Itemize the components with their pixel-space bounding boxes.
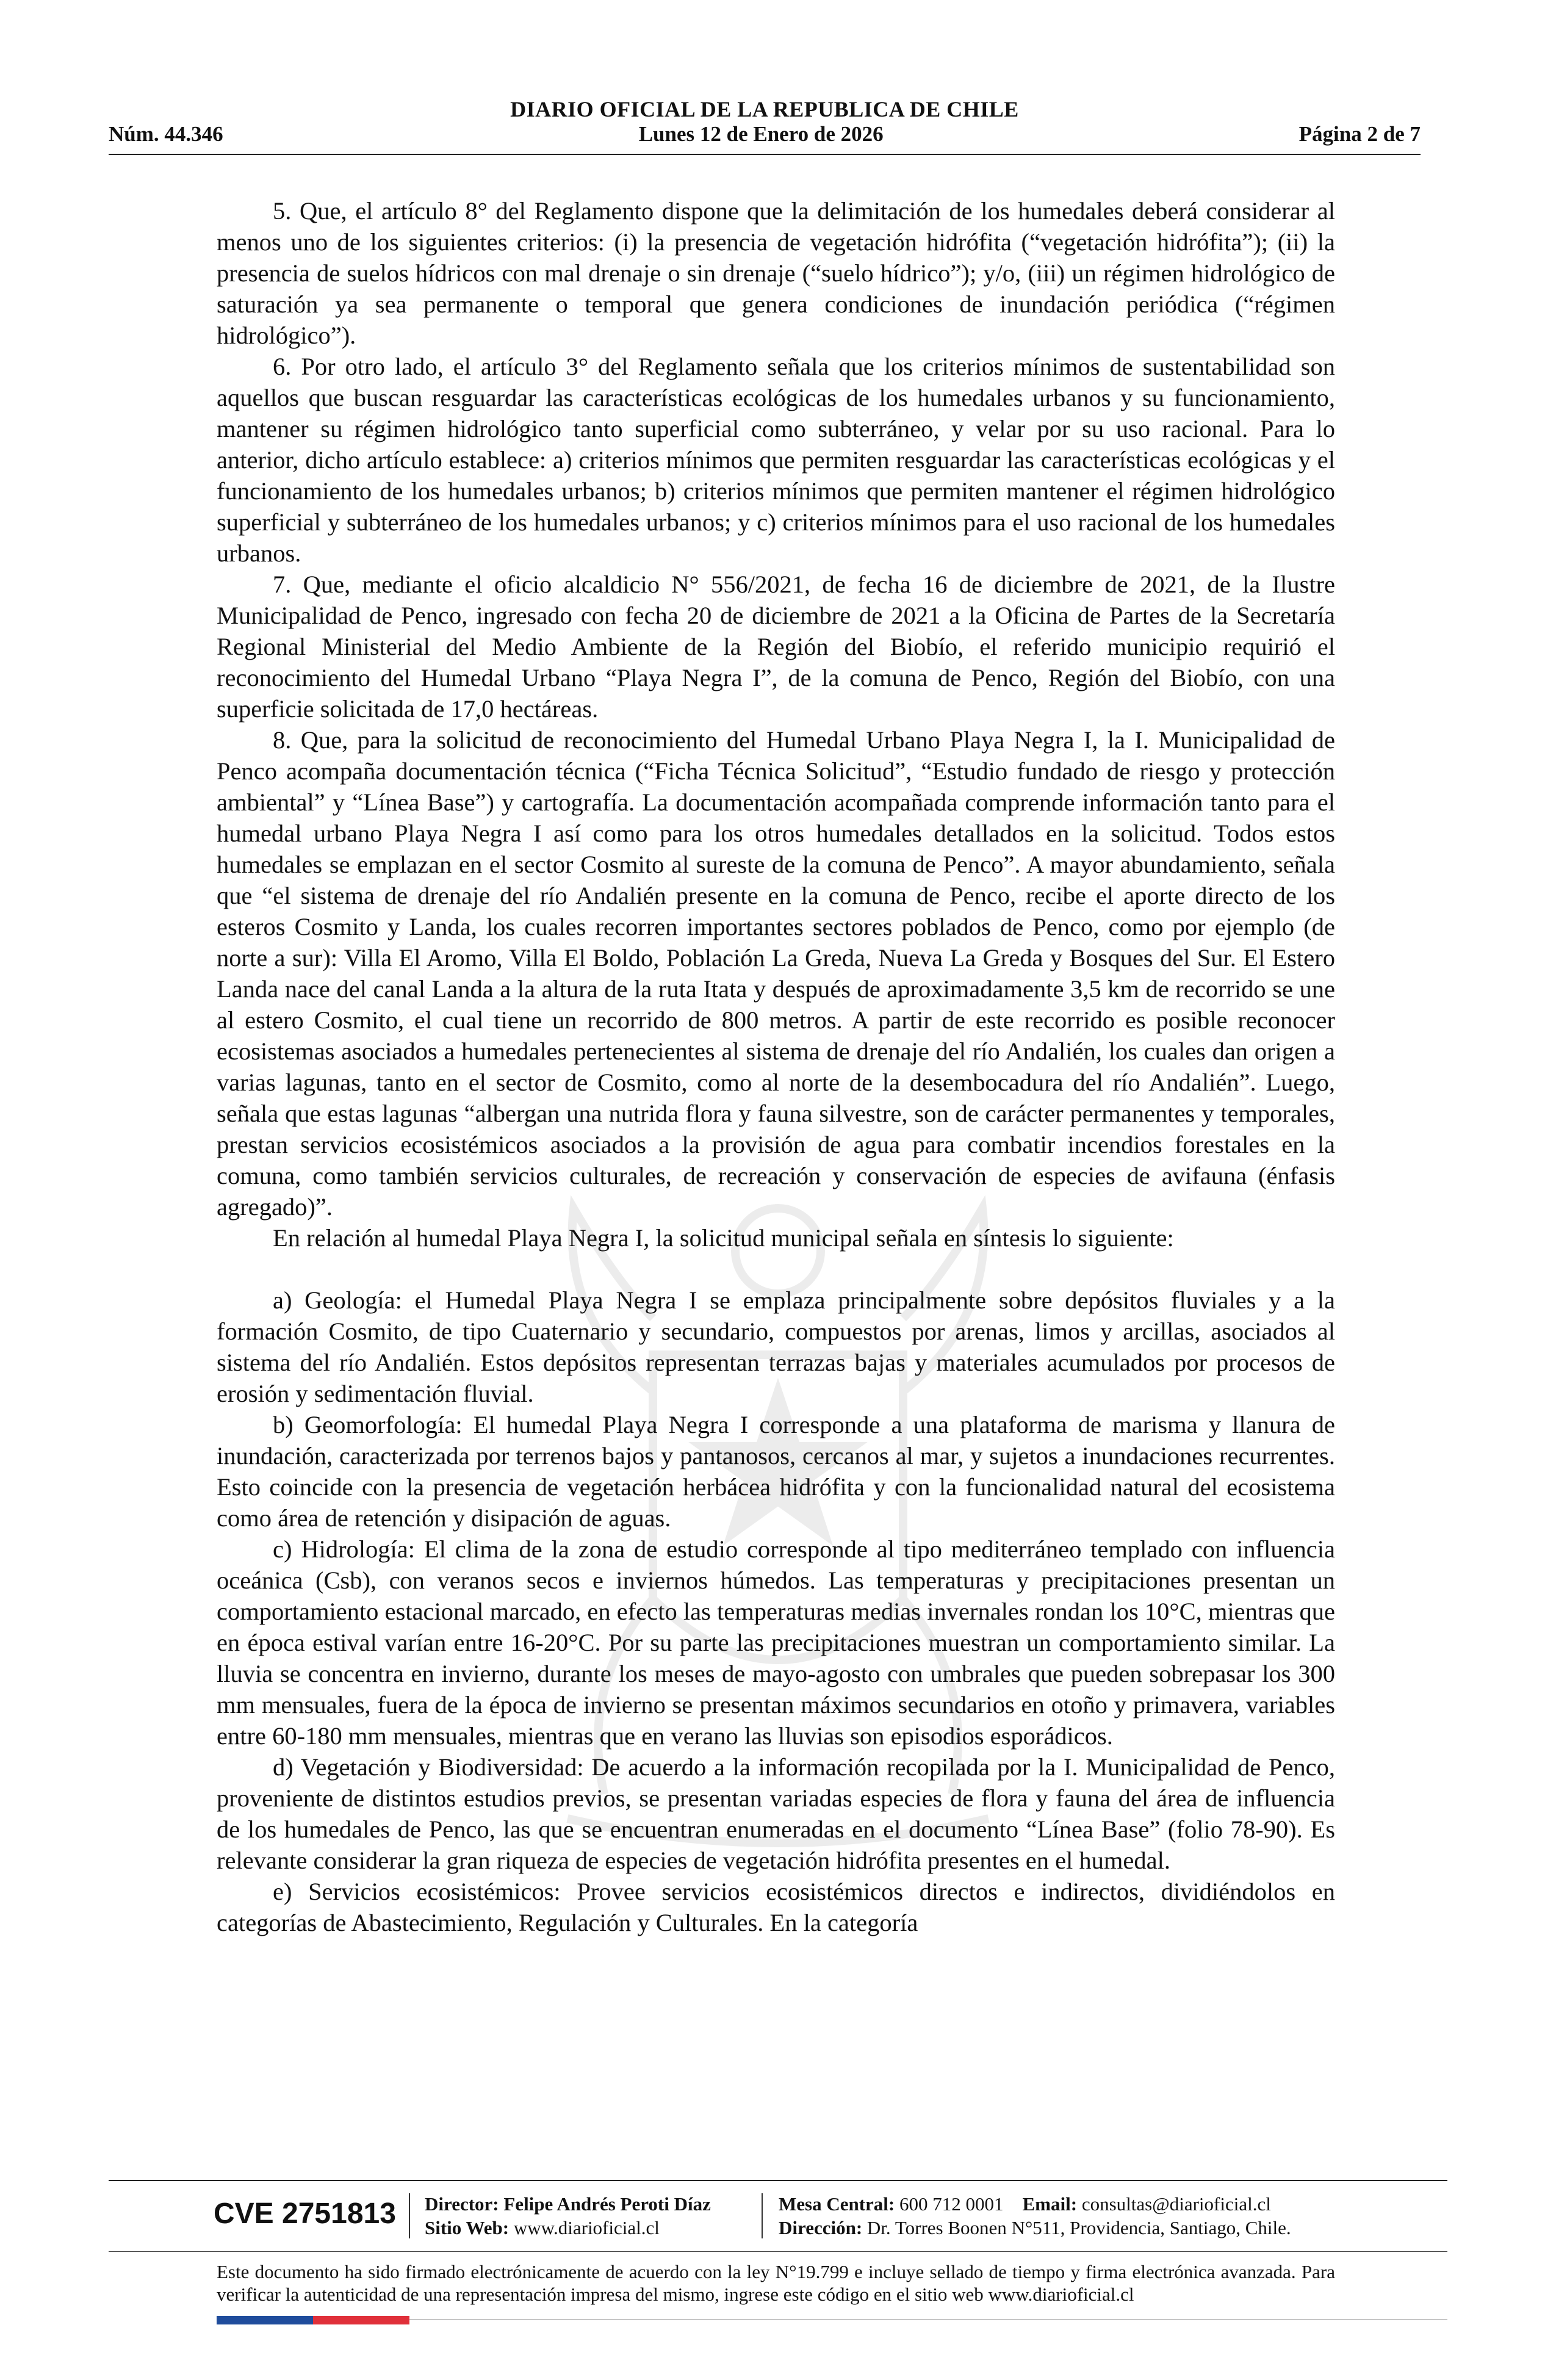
page-number: Página 2 de 7 xyxy=(1298,122,1421,146)
paragraph-5: 5. Que, el artículo 8° del Reglamento dispone que la delimitación de los humedales deberá considerar al menos uno de los siguientes criterios: (i) la presencia de vegetación hidrófita (“vegetación hidrófita”); (ii) la presencia de suelos hídricos con mal drenaje o sin drenaje (“suelo hídrico”); y/o, (iii) un régimen hidrológico de saturación ya sea permanente o temporal que genera condiciones de inundación periódica (“régimen hidrológico”). xyxy=(217,197,1335,349)
address-label: Dirección: xyxy=(779,2217,863,2238)
paragraph-6: 6. Por otro lado, el artículo 3° del Reglamento señala que los criterios mínimos de sustentabilidad son aquellos que buscan resguardar las características ecológicas de los humedales urbanos y su funcionamiento, mantener su régimen hidrológico tanto superficial como subterráneo, y velar por su uso racional. Para lo anterior, dicho artículo establece: a) criterios mínimos que permiten resguardar las características ecológicas y el funcionamiento de los humedales urbanos; b) criterios mínimos que permiten mantener el régimen hidrológico superficial y subterráneo de los humedales urbanos; y c) criterios mínimos para el uso racional de los humedales urbanos. xyxy=(217,353,1335,567)
item-hidrologia: c) Hidrología: El clima de la zona de estudio corresponde al tipo mediterráneo templado con influencia oceánica (Csb), con veranos secos e inviernos húmedos. Las temperaturas y precipitaciones presentan un comportamiento estacional marcado, en efecto las temperaturas medias invernales rondan los 10°C, mientras que en época estival varían entre 16-20°C. Por su parte las precipitaciones muestran un comportamiento similar. La lluvia se concentra en invierno, durante los meses de mayo-agosto con umbrales que pueden sobrepasar los 300 mm mensuales, fuera de la época de invierno se presentan máximos secundarios en otoño y primavera, variables entre 60-180 mm mensuales, mientras que en verano las lluvias son episodios esporádicos. xyxy=(217,1535,1335,1750)
footer-contact-block xyxy=(779,2192,1291,2240)
summary-intro: En relación al humedal Playa Negra I, la solicitud municipal señala en síntesis lo siguiente: xyxy=(273,1224,1174,1252)
email-label: Email: xyxy=(1022,2193,1078,2215)
flag-red-band xyxy=(313,2316,409,2324)
website-label: Sitio Web: xyxy=(425,2217,510,2238)
paragraph-7: 7. Que, mediante el oficio alcaldicio N° 556/2021, de fecha 16 de diciembre de 2021, de la Ilustre Municipalidad de Penco, ingresado con fecha 20 de diciembre de 2021 a la Oficina de Partes de la Secretaría Regional Ministerial del Medio Ambiente de la Región del Biobío, el referido municipio requirió el reconocimiento del Humedal Urbano “Playa Negra I”, de la comuna de Penco, Región del Biobío, con una superficie solicitada de 17,0 hectáreas. xyxy=(217,571,1335,723)
mesa-label: Mesa Central: xyxy=(779,2193,895,2215)
footer-rule xyxy=(109,2251,1447,2252)
paragraph-8: 8. Que, para la solicitud de reconocimiento del Humedal Urbano Playa Negra I, la I. Municipalidad de Penco acompaña documentación técnica (“Ficha Técnica Solicitud”, “Estudio fundado de riesgo y protección ambiental” y “Línea Base”) y cartografía. La documentación acompañada comprende información tanto para el humedal urbano Playa Negra I así como para los otros humedales detallados en la solicitud. Todos estos humedales se emplazan en el sector Cosmito al sureste de la comuna de Penco”. A mayor abundamiento, señala que “el sistema de drenaje del río Andalién presente en la comuna de Penco, recibe el aporte directo de los esteros Cosmito y Landa, los cuales recorren importantes sectores poblados de Penco, como por ejemplo (de norte a sur): Villa El Aromo, Villa El Boldo, Población La Greda, Nueva La Greda y Bosques del Sur. El Estero Landa nace del canal Landa a la altura de la ruta Itata y después de aproximadamente 3,5 km de recorrido se une al estero Cosmito, el cual tiene un recorrido de 800 metros. A partir de este recorrido es posible reconocer ecosistemas asociados a humedales pertenecientes al sistema de drenaje del río Andalién, los cuales dan origen a varias lagunas, tanto en el sector de Cosmito, como al norte de la desembocadura del río Andalién”. Luego, señala que estas lagunas “albergan una nutrida flora y fauna silvestre, son de carácter permanentes y temporales, prestan servicios ecosistémicos asociados a la provisión de agua para combatir incendios forestales en la comuna, como también servicios culturales, de recreación y conservación de especies de avifauna (énfasis agregado)”. xyxy=(217,726,1335,1221)
mesa-phone: 600 712 0001 xyxy=(899,2193,1004,2215)
footer-divider xyxy=(762,2193,763,2238)
website-link[interactable]: www.diarioficial.cl xyxy=(513,2217,660,2238)
issue-number: Núm. 44.346 xyxy=(109,122,223,146)
item-servicios: e) Servicios ecosistémicos: Provee servicios ecosistémicos directos e indirectos, dividiéndolos en categorías de Abastecimiento, Regulación y Culturales. En la categoría xyxy=(217,1878,1335,1936)
gazette-title: DIARIO OFICIAL DE LA REPUBLICA DE CHILE xyxy=(510,97,1019,121)
flag-blue-band xyxy=(217,2316,313,2324)
footer-divider xyxy=(409,2193,410,2238)
director-label: Director: xyxy=(425,2193,499,2215)
footer xyxy=(109,2192,1447,2242)
item-geomorfologia: b) Geomorfología: El humedal Playa Negra I corresponde a una plataforma de marisma y llanura de inundación, caracterizada por terrenos bajos y pantanosos, cercanos al mar, y sujetos a inundaciones recurrentes. Esto coincide con la presencia de vegetación herbácea hidrófita y con la funcionalidad natural del ecosistema como área de retención y disipación de aguas. xyxy=(217,1411,1335,1532)
header-meta xyxy=(109,122,1421,146)
item-vegetacion: d) Vegetación y Biodiversidad: De acuerdo a la información recopilada por la I. Municipalidad de Penco, proveniente de distintos estudios previos, se presentan variadas especies de flora y fauna del área de influencia de los humedales de Penco, las que se encuentran enumeradas en el documento “Línea Base” (folio 78-90). Es relevante considerar la gran riqueza de especies de vegetación hidrófita presentes en el humedal. xyxy=(217,1753,1335,1874)
item-geologia: a) Geología: el Humedal Playa Negra I se emplaza principalmente sobre depósitos fluviales y a la formación Cosmito, de tipo Cuaternario y secundario, compuestos por arenas, limos y arcillas, asociados al sistema del río Andalién. Estos depósitos representan terrazas bajas y materiales acumulados por procesos de erosión y sedimentación fluvial. xyxy=(217,1286,1335,1407)
header-rule xyxy=(109,154,1421,155)
cve-code: CVE 2751813 xyxy=(214,2198,396,2230)
page-header xyxy=(109,92,1421,159)
document-body xyxy=(217,195,1335,1938)
issue-date: Lunes 12 de Enero de 2026 xyxy=(638,122,884,146)
signature-note: Este documento ha sido firmado electrónicamente de acuerdo con la ley N°19.799 e incluye sellado de tiempo y firma electrónica avanzada. Para verificar la autenticidad de una representación impresa del mismo, ingrese este código en el sitio web www.diarioficial.cl xyxy=(217,2261,1335,2305)
flag-stripe xyxy=(217,2316,409,2324)
email-link[interactable]: consultas@diarioficial.cl xyxy=(1081,2193,1271,2215)
address-text: Dr. Torres Boonen N°511, Providencia, Santiago, Chile. xyxy=(866,2217,1291,2238)
director-name: Felipe Andrés Peroti Díaz xyxy=(503,2193,711,2215)
footer-director-block xyxy=(425,2192,711,2240)
footer-rule xyxy=(109,2180,1447,2181)
